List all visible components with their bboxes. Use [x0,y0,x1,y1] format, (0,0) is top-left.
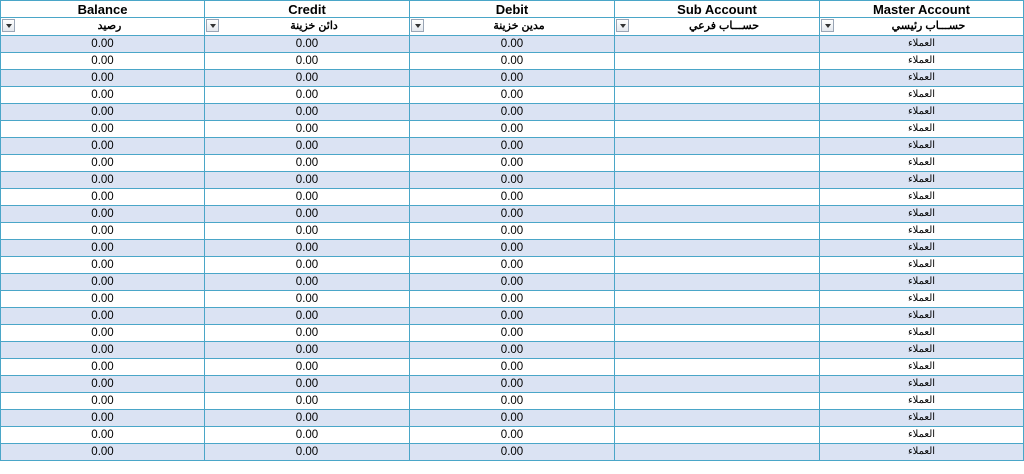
cell-master-account[interactable]: العملاء [820,206,1024,223]
cell-credit[interactable]: 0.00 [205,138,410,155]
cell-sub-account[interactable] [615,172,820,189]
cell-sub-account[interactable] [615,342,820,359]
cell-balance[interactable]: 0.00 [0,410,205,427]
table-body [0,36,1024,461]
cell-credit[interactable]: 0.00 [205,155,410,172]
table-row [0,240,1024,257]
table-row [0,155,1024,172]
arabic-label-credit: دائن خزينة [290,20,338,32]
cell-sub-account[interactable] [615,138,820,155]
cell-debit[interactable]: 0.00 [410,87,615,104]
cell-debit[interactable]: 0.00 [410,155,615,172]
cell-debit[interactable]: 0.00 [410,444,615,461]
cell-debit[interactable]: 0.00 [410,104,615,121]
cell-credit[interactable]: 0.00 [205,121,410,138]
cell-balance[interactable]: 0.00 [0,325,205,342]
cell-credit[interactable]: 0.00 [205,410,410,427]
cell-debit[interactable]: 0.00 [410,291,615,308]
cell-master-account[interactable]: العملاء [820,155,1024,172]
cell-debit[interactable]: 0.00 [410,70,615,87]
cell-balance[interactable]: 0.00 [0,240,205,257]
cell-master-account[interactable]: العملاء [820,393,1024,410]
header-credit[interactable]: Credit [205,0,410,18]
filter-header-balance[interactable] [0,18,205,36]
cell-credit[interactable]: 0.00 [205,189,410,206]
cell-debit[interactable]: 0.00 [410,308,615,325]
cell-credit[interactable]: 0.00 [205,87,410,104]
cell-credit[interactable]: 0.00 [205,172,410,189]
cell-sub-account[interactable] [615,87,820,104]
cell-master-account[interactable]: العملاء [820,104,1024,121]
table-row [0,291,1024,308]
table-row [0,427,1024,444]
cell-master-account[interactable]: العملاء [820,359,1024,376]
cell-debit[interactable]: 0.00 [410,189,615,206]
cell-sub-account[interactable] [615,189,820,206]
header-debit[interactable]: Debit [410,0,615,18]
cell-credit[interactable]: 0.00 [205,223,410,240]
cell-balance[interactable]: 0.00 [0,121,205,138]
filter-header-credit[interactable] [205,18,410,36]
cell-balance[interactable]: 0.00 [0,342,205,359]
cell-sub-account[interactable] [615,325,820,342]
table-row [0,36,1024,53]
table-row [0,87,1024,104]
cell-credit[interactable]: 0.00 [205,444,410,461]
table-row [0,444,1024,461]
cell-sub-account[interactable] [615,291,820,308]
cell-debit[interactable]: 0.00 [410,240,615,257]
cell-master-account[interactable]: العملاء [820,138,1024,155]
cell-sub-account[interactable] [615,155,820,172]
cell-credit[interactable]: 0.00 [205,427,410,444]
cell-master-account[interactable]: العملاء [820,53,1024,70]
header-master-account[interactable]: Master Account [820,0,1024,18]
cell-master-account[interactable]: العملاء [820,257,1024,274]
filter-dropdown-icon[interactable] [821,19,834,32]
cell-balance[interactable]: 0.00 [0,189,205,206]
table-row [0,189,1024,206]
table-row [0,70,1024,87]
cell-sub-account[interactable] [615,410,820,427]
cell-balance[interactable]: 0.00 [0,359,205,376]
cell-credit[interactable]: 0.00 [205,359,410,376]
cell-credit[interactable]: 0.00 [205,257,410,274]
cell-balance[interactable]: 0.00 [0,308,205,325]
table-row [0,257,1024,274]
table-row [0,274,1024,291]
cell-sub-account[interactable] [615,104,820,121]
filter-dropdown-icon[interactable] [206,19,219,32]
arabic-header-row [0,18,1024,36]
cell-debit[interactable]: 0.00 [410,36,615,53]
cell-debit[interactable]: 0.00 [410,172,615,189]
cell-balance[interactable]: 0.00 [0,138,205,155]
filter-dropdown-icon[interactable] [2,19,15,32]
table-row [0,53,1024,70]
table-row [0,206,1024,223]
cell-debit[interactable]: 0.00 [410,121,615,138]
table-row [0,104,1024,121]
cell-credit[interactable]: 0.00 [205,325,410,342]
cell-debit[interactable]: 0.00 [410,342,615,359]
cell-debit[interactable]: 0.00 [410,427,615,444]
cell-master-account[interactable]: العملاء [820,427,1024,444]
cell-master-account[interactable]: العملاء [820,325,1024,342]
cell-balance[interactable]: 0.00 [0,155,205,172]
cell-credit[interactable]: 0.00 [205,376,410,393]
table-row [0,121,1024,138]
filter-header-sub-account[interactable] [615,18,820,36]
cell-sub-account[interactable] [615,206,820,223]
filter-header-master-account[interactable] [820,18,1024,36]
cell-credit[interactable]: 0.00 [205,342,410,359]
cell-master-account[interactable]: العملاء [820,189,1024,206]
cell-sub-account[interactable] [615,444,820,461]
cell-balance[interactable]: 0.00 [0,376,205,393]
cell-balance[interactable]: 0.00 [0,53,205,70]
cell-debit[interactable]: 0.00 [410,410,615,427]
filter-dropdown-icon[interactable] [411,19,424,32]
cell-master-account[interactable]: العملاء [820,70,1024,87]
table-row [0,393,1024,410]
cell-balance[interactable]: 0.00 [0,444,205,461]
cell-sub-account[interactable] [615,427,820,444]
cell-sub-account[interactable] [615,223,820,240]
cell-master-account[interactable]: العملاء [820,410,1024,427]
cell-master-account[interactable]: العملاء [820,172,1024,189]
cell-credit[interactable]: 0.00 [205,36,410,53]
cell-credit[interactable]: 0.00 [205,393,410,410]
cell-master-account[interactable]: العملاء [820,291,1024,308]
cell-credit[interactable]: 0.00 [205,274,410,291]
cell-balance[interactable]: 0.00 [0,206,205,223]
cell-master-account[interactable]: العملاء [820,87,1024,104]
table-row [0,223,1024,240]
cell-debit[interactable]: 0.00 [410,274,615,291]
cell-debit[interactable]: 0.00 [410,325,615,342]
cell-sub-account[interactable] [615,240,820,257]
table-row [0,325,1024,342]
cell-master-account[interactable]: العملاء [820,444,1024,461]
cell-balance[interactable]: 0.00 [0,393,205,410]
cell-debit[interactable]: 0.00 [410,393,615,410]
cell-sub-account[interactable] [615,359,820,376]
filter-dropdown-icon[interactable] [616,19,629,32]
cell-master-account[interactable]: العملاء [820,376,1024,393]
cell-sub-account[interactable] [615,376,820,393]
table-row [0,376,1024,393]
english-header-row [0,0,1024,18]
cell-sub-account[interactable] [615,70,820,87]
cell-debit[interactable]: 0.00 [410,359,615,376]
cell-debit[interactable]: 0.00 [410,223,615,240]
cell-credit[interactable]: 0.00 [205,53,410,70]
cell-master-account[interactable]: العملاء [820,274,1024,291]
cell-balance[interactable]: 0.00 [0,104,205,121]
header-balance[interactable]: Balance [0,0,205,18]
cell-master-account[interactable]: العملاء [820,223,1024,240]
table-row [0,342,1024,359]
cell-sub-account[interactable] [615,53,820,70]
cell-balance[interactable]: 0.00 [0,223,205,240]
cell-debit[interactable]: 0.00 [410,376,615,393]
cell-balance[interactable]: 0.00 [0,36,205,53]
cell-credit[interactable]: 0.00 [205,104,410,121]
arabic-label-debit: مدين خزينة [493,20,545,32]
cell-master-account[interactable]: العملاء [820,342,1024,359]
table-row [0,138,1024,155]
table-row [0,172,1024,189]
cell-debit[interactable]: 0.00 [410,53,615,70]
cell-balance[interactable]: 0.00 [0,70,205,87]
cell-sub-account[interactable] [615,308,820,325]
table-row [0,410,1024,427]
cell-credit[interactable]: 0.00 [205,70,410,87]
cell-master-account[interactable]: العملاء [820,240,1024,257]
cell-master-account[interactable]: العملاء [820,308,1024,325]
cell-credit[interactable]: 0.00 [205,240,410,257]
cell-sub-account[interactable] [615,257,820,274]
cell-balance[interactable]: 0.00 [0,257,205,274]
cell-balance[interactable]: 0.00 [0,291,205,308]
arabic-label-sub-account: حســـاب فرعي [688,20,760,32]
table-row [0,308,1024,325]
cell-credit[interactable]: 0.00 [205,291,410,308]
cell-sub-account[interactable] [615,393,820,410]
arabic-label-master-account: حســـاب رئيسي [891,20,966,32]
cell-debit[interactable]: 0.00 [410,138,615,155]
cell-balance[interactable]: 0.00 [0,87,205,104]
cell-credit[interactable]: 0.00 [205,206,410,223]
cell-credit[interactable]: 0.00 [205,308,410,325]
cell-balance[interactable]: 0.00 [0,427,205,444]
cell-sub-account[interactable] [615,274,820,291]
cell-master-account[interactable]: العملاء [820,36,1024,53]
cell-balance[interactable]: 0.00 [0,172,205,189]
header-sub-account[interactable]: Sub Account [615,0,820,18]
filter-header-debit[interactable] [410,18,615,36]
table-row [0,359,1024,376]
cell-sub-account[interactable] [615,36,820,53]
cell-sub-account[interactable] [615,121,820,138]
cell-master-account[interactable]: العملاء [820,121,1024,138]
cell-debit[interactable]: 0.00 [410,257,615,274]
cell-balance[interactable]: 0.00 [0,274,205,291]
arabic-label-balance: رصيد [97,20,122,32]
cell-debit[interactable]: 0.00 [410,206,615,223]
